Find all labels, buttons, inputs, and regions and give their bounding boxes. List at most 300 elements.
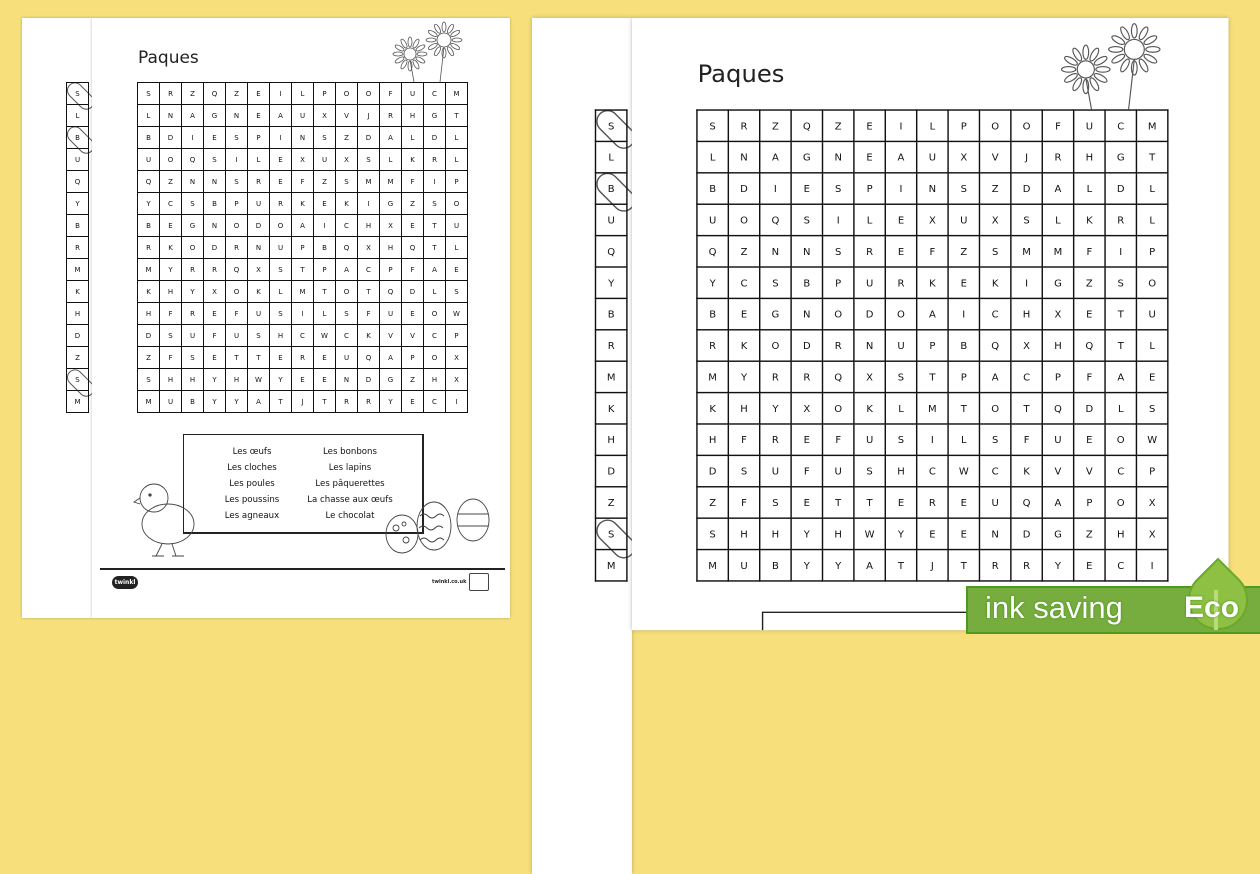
grid-cell: O (446, 193, 468, 215)
grid-cell: A (854, 550, 885, 581)
grid-cell: R (67, 237, 89, 259)
grid-cell: Z (67, 347, 89, 369)
grid-cell: L (402, 127, 424, 149)
grid-cell: S (336, 171, 358, 193)
grid-cell: T (292, 259, 314, 281)
grid-cell: U (380, 303, 402, 325)
grid-cell: A (380, 127, 402, 149)
grid-cell: O (979, 393, 1010, 424)
grid-cell: E (204, 347, 226, 369)
grid-row (138, 391, 468, 413)
grid-cell: Q (760, 204, 791, 235)
grid-cell: P (1136, 236, 1167, 267)
grid-cell: J (292, 391, 314, 413)
grid-cell: U (854, 267, 885, 298)
petal (426, 38, 436, 42)
grid-cell: X (1136, 487, 1167, 518)
grid-cell: E (1136, 361, 1167, 392)
grid-row (67, 105, 89, 127)
grid-cell: S (314, 127, 336, 149)
grid-cell: Z (402, 193, 424, 215)
word-search-grid (696, 109, 1168, 581)
grid-cell: L (380, 149, 402, 171)
grid-row (138, 83, 468, 105)
grid-cell: Y (823, 550, 854, 581)
grid-cell: S (67, 83, 89, 105)
grid-cell: N (226, 105, 248, 127)
grid-cell: Q (1011, 487, 1042, 518)
grid-row (138, 325, 468, 347)
grid-cell: S (1136, 393, 1167, 424)
grid-cell: S (885, 424, 916, 455)
grid-row (138, 259, 468, 281)
grid-cell: M (67, 391, 89, 413)
grid-cell: F (1042, 110, 1073, 141)
grid-row (697, 236, 1168, 267)
grid-row (67, 193, 89, 215)
petal (1062, 67, 1076, 73)
grid-row (697, 173, 1168, 204)
grid-cell: S (596, 110, 627, 141)
grid-cell: Y (791, 550, 822, 581)
grid-cell: Z (979, 173, 1010, 204)
grid-cell: L (948, 424, 979, 455)
grid-cell: D (1074, 393, 1105, 424)
grid-cell: E (248, 83, 270, 105)
petal (1131, 24, 1137, 38)
grid-cell: Z (697, 487, 728, 518)
grid-cell: E (948, 487, 979, 518)
grid-cell: S (728, 455, 759, 486)
grid-row (138, 369, 468, 391)
grid-cell: D (204, 237, 226, 259)
footer-url: twinkl.co.uk (432, 579, 467, 585)
petal (1093, 72, 1108, 84)
grid-cell: E (204, 303, 226, 325)
grid-cell: F (728, 487, 759, 518)
petal (1083, 45, 1089, 59)
grid-row (596, 393, 627, 424)
grid-cell: P (314, 83, 336, 105)
grid-cell: S (948, 173, 979, 204)
grid-cell: T (1136, 141, 1167, 172)
grid-cell: A (270, 105, 292, 127)
grid-cell: C (424, 391, 446, 413)
grid-cell: G (380, 193, 402, 215)
grid-cell: R (1011, 550, 1042, 581)
grid-cell: H (67, 303, 89, 325)
grid-cell: D (1105, 173, 1136, 204)
grid-cell: C (1105, 455, 1136, 486)
grid-cell: N (292, 127, 314, 149)
grid-row (67, 149, 89, 171)
grid-cell: W (248, 369, 270, 391)
grid-cell: A (336, 259, 358, 281)
twinkl-logo: twinkl (112, 576, 138, 589)
grid-row (596, 204, 627, 235)
grid-cell: N (823, 141, 854, 172)
grid-cell: E (270, 347, 292, 369)
grid-cell: U (226, 325, 248, 347)
grid-cell: B (67, 127, 89, 149)
worksheet-front-right (632, 18, 1228, 630)
grid-cell: O (226, 281, 248, 303)
grid-cell: C (424, 83, 446, 105)
grid-cell: W (854, 518, 885, 549)
grid-cell: R (160, 83, 182, 105)
grid-cell: E (270, 171, 292, 193)
grid-cell: Q (402, 237, 424, 259)
grid-cell: R (424, 149, 446, 171)
grid-cell: Q (358, 347, 380, 369)
petal (394, 44, 405, 52)
grid-cell: B (697, 298, 728, 329)
grid-cell: S (358, 149, 380, 171)
grid-cell: S (854, 455, 885, 486)
grid-cell: I (948, 298, 979, 329)
grid-row (67, 281, 89, 303)
grid-cell: I (358, 193, 380, 215)
grid-cell: A (760, 141, 791, 172)
grid-cell: L (292, 83, 314, 105)
grid-cell: S (67, 369, 89, 391)
grid-cell: P (402, 347, 424, 369)
grid-row (67, 83, 89, 105)
grid-cell: M (138, 259, 160, 281)
grid-cell: Q (697, 236, 728, 267)
grid-cell: K (979, 267, 1010, 298)
grid-cell: S (979, 236, 1010, 267)
grid-cell: L (697, 141, 728, 172)
grid-cell: K (697, 393, 728, 424)
grid-cell: B (182, 391, 204, 413)
word-item: Les agneaux (224, 511, 280, 521)
grid-cell: W (314, 325, 336, 347)
grid-row (697, 298, 1168, 329)
grid-cell: Y (885, 518, 916, 549)
grid-cell: U (1074, 110, 1105, 141)
grid-cell: I (292, 303, 314, 325)
grid-cell: E (248, 105, 270, 127)
grid-cell: P (446, 171, 468, 193)
grid-cell: E (402, 303, 424, 325)
grid-cell: T (854, 487, 885, 518)
worksheet-title: Paques (697, 60, 785, 90)
grid-cell: B (760, 550, 791, 581)
grid-cell: F (402, 171, 424, 193)
grid-cell: H (380, 237, 402, 259)
grid-cell: X (292, 149, 314, 171)
grid-cell: F (1074, 361, 1105, 392)
grid-cell: Q (138, 171, 160, 193)
grid-cell: F (402, 259, 424, 281)
petal (452, 38, 462, 42)
grid-cell: A (1042, 173, 1073, 204)
grid-cell: Z (182, 83, 204, 105)
ink-saving-label: ink saving (985, 590, 1123, 625)
word-search-grid (595, 109, 628, 581)
grid-cell: S (270, 259, 292, 281)
grid-cell: E (948, 518, 979, 549)
grid-cell: I (182, 127, 204, 149)
grid-cell: U (446, 215, 468, 237)
grid-cell: K (596, 393, 627, 424)
grid-cell: M (380, 171, 402, 193)
grid-row (67, 369, 89, 391)
petal (442, 22, 446, 32)
grid-cell: Q (226, 259, 248, 281)
grid-cell: D (791, 330, 822, 361)
grid-cell: A (248, 391, 270, 413)
quality-badge-icon (469, 573, 489, 591)
grid-cell: G (182, 215, 204, 237)
grid-cell: A (979, 361, 1010, 392)
grid-cell: U (314, 149, 336, 171)
grid-cell: A (424, 259, 446, 281)
grid-cell: E (402, 215, 424, 237)
grid-cell: L (854, 204, 885, 235)
grid-cell: K (292, 193, 314, 215)
grid-cell: S (138, 369, 160, 391)
petal (1088, 77, 1100, 92)
grid-cell: R (760, 424, 791, 455)
grid-cell: U (138, 149, 160, 171)
grid-cell: R (270, 193, 292, 215)
grid-cell: E (1074, 298, 1105, 329)
grid-cell: N (854, 330, 885, 361)
grid-cell: Q (979, 330, 1010, 361)
grid-cell: L (446, 149, 468, 171)
grid-cell: X (446, 347, 468, 369)
grid-cell: E (314, 347, 336, 369)
grid-cell: S (336, 303, 358, 325)
grid-cell: M (446, 83, 468, 105)
grid-cell: D (1011, 173, 1042, 204)
grid-cell: Y (270, 369, 292, 391)
grid-cell: K (138, 281, 160, 303)
grid-cell: Y (138, 193, 160, 215)
petal (408, 37, 412, 47)
grid-cell: E (1074, 424, 1105, 455)
grid-cell: U (336, 347, 358, 369)
grid-cell: P (1136, 455, 1167, 486)
word-item: Les œufs (232, 447, 272, 457)
grid-cell: E (791, 173, 822, 204)
grid-cell: Y (697, 267, 728, 298)
grid-cell: T (270, 391, 292, 413)
grid-cell: P (292, 237, 314, 259)
grid-cell: X (1042, 298, 1073, 329)
grid-cell: O (1011, 110, 1042, 141)
grid-cell: F (160, 347, 182, 369)
grid-cell: B (138, 127, 160, 149)
grid-cell: H (823, 518, 854, 549)
petal (415, 56, 426, 64)
grid-cell: K (160, 237, 182, 259)
grid-cell: D (358, 127, 380, 149)
word-item: La chasse aux œufs (307, 495, 393, 505)
grid-row (67, 215, 89, 237)
grid-cell: Y (380, 391, 402, 413)
grid-row (697, 204, 1168, 235)
grid-cell: G (1042, 518, 1073, 549)
grid-cell: K (1074, 204, 1105, 235)
grid-cell: U (854, 424, 885, 455)
grid-cell: D (728, 173, 759, 204)
grid-cell: P (314, 259, 336, 281)
petal (1071, 47, 1083, 62)
grid-cell: D (854, 298, 885, 329)
grid-cell: D (358, 369, 380, 391)
grid-cell: T (1011, 393, 1042, 424)
grid-cell: O (358, 83, 380, 105)
grid-cell: D (402, 281, 424, 303)
grid-cell: R (182, 303, 204, 325)
grid-cell: O (823, 393, 854, 424)
grid-cell: O (160, 149, 182, 171)
grid-cell: M (917, 393, 948, 424)
grid-cell: A (292, 215, 314, 237)
grid-row (596, 141, 627, 172)
grid-cell: L (1042, 204, 1073, 235)
grid-cell: T (1105, 330, 1136, 361)
grid-cell: Q (67, 171, 89, 193)
grid-cell: F (204, 325, 226, 347)
grid-cell: X (204, 281, 226, 303)
grid-cell: Q (182, 149, 204, 171)
grid-cell: S (979, 424, 1010, 455)
grid-cell: C (336, 325, 358, 347)
grid-cell: T (446, 105, 468, 127)
grid-cell: Q (336, 237, 358, 259)
petal (1093, 55, 1108, 67)
grid-cell: B (791, 267, 822, 298)
grid-cell: Z (823, 110, 854, 141)
grid-cell: U (596, 204, 627, 235)
worksheet-front-left (92, 18, 510, 618)
grid-cell: E (854, 141, 885, 172)
grid-cell: D (248, 215, 270, 237)
grid-cell: T (314, 281, 336, 303)
grid-cell: B (138, 215, 160, 237)
grid-cell: O (728, 204, 759, 235)
grid-cell: S (885, 361, 916, 392)
grid-row (138, 105, 468, 127)
grid-cell: I (270, 83, 292, 105)
grid-row (596, 110, 627, 141)
grid-cell: E (791, 424, 822, 455)
grid-cell: L (248, 149, 270, 171)
grid-cell: C (336, 215, 358, 237)
petal (1063, 72, 1078, 84)
grid-cell: F (380, 83, 402, 105)
grid-cell: E (885, 204, 916, 235)
grid-cell: N (204, 171, 226, 193)
grid-cell: R (292, 347, 314, 369)
grid-cell: E (854, 110, 885, 141)
grid-cell: Y (204, 369, 226, 391)
grid-cell: C (917, 455, 948, 486)
grid-cell: T (917, 361, 948, 392)
grid-cell: X (791, 393, 822, 424)
grid-cell: M (1042, 236, 1073, 267)
grid-cell: S (823, 173, 854, 204)
grid-cell: D (138, 325, 160, 347)
grid-cell: E (917, 518, 948, 549)
grid-cell: L (270, 281, 292, 303)
word-item: Les poules (229, 479, 275, 489)
grid-cell: S (138, 83, 160, 105)
grid-cell: R (358, 391, 380, 413)
grid-cell: O (760, 330, 791, 361)
grid-cell: O (979, 110, 1010, 141)
grid-cell: L (596, 141, 627, 172)
grid-row (697, 550, 1168, 581)
grid-cell: U (697, 204, 728, 235)
grid-cell: M (697, 361, 728, 392)
grid-cell: C (1011, 361, 1042, 392)
chick-icon (132, 476, 202, 558)
grid-cell: G (1105, 141, 1136, 172)
grid-cell: S (760, 487, 791, 518)
petal (400, 38, 408, 49)
grid-cell: L (1136, 204, 1167, 235)
grid-cell: V (1074, 455, 1105, 486)
grid-cell: Z (138, 347, 160, 369)
grid-cell: F (791, 455, 822, 486)
grid-cell: H (402, 105, 424, 127)
grid-cell: Z (596, 487, 627, 518)
grid-cell: Q (1074, 330, 1105, 361)
grid-cell: R (138, 237, 160, 259)
grid-cell: N (248, 237, 270, 259)
grid-row (138, 303, 468, 325)
grid-cell: O (424, 303, 446, 325)
grid-row (596, 361, 627, 392)
grid-cell: X (917, 204, 948, 235)
grid-cell: Y (1042, 550, 1073, 581)
grid-cell: K (728, 330, 759, 361)
grid-cell: H (160, 281, 182, 303)
grid-cell: U (885, 330, 916, 361)
grid-cell: Y (728, 361, 759, 392)
grid-cell: U (402, 83, 424, 105)
grid-cell: E (948, 267, 979, 298)
grid-cell: O (1105, 424, 1136, 455)
grid-cell: U (1136, 298, 1167, 329)
grid-cell: Z (226, 83, 248, 105)
grid-cell: E (402, 391, 424, 413)
grid-row (596, 550, 627, 581)
grid-cell: Y (182, 281, 204, 303)
grid-cell: Y (791, 518, 822, 549)
petal (1146, 47, 1160, 53)
word-item: Les bonbons (323, 447, 377, 457)
grid-cell: O (1136, 267, 1167, 298)
grid-cell: X (1011, 330, 1042, 361)
grid-row (596, 298, 627, 329)
grid-cell: M (1011, 236, 1042, 267)
grid-cell: R (380, 105, 402, 127)
grid-cell: S (248, 325, 270, 347)
grid-cell: H (182, 369, 204, 391)
grid-cell: S (791, 204, 822, 235)
grid-cell: Z (160, 171, 182, 193)
grid-cell: G (204, 105, 226, 127)
grid-cell: H (885, 455, 916, 486)
grid-row (697, 393, 1168, 424)
grid-row (596, 236, 627, 267)
